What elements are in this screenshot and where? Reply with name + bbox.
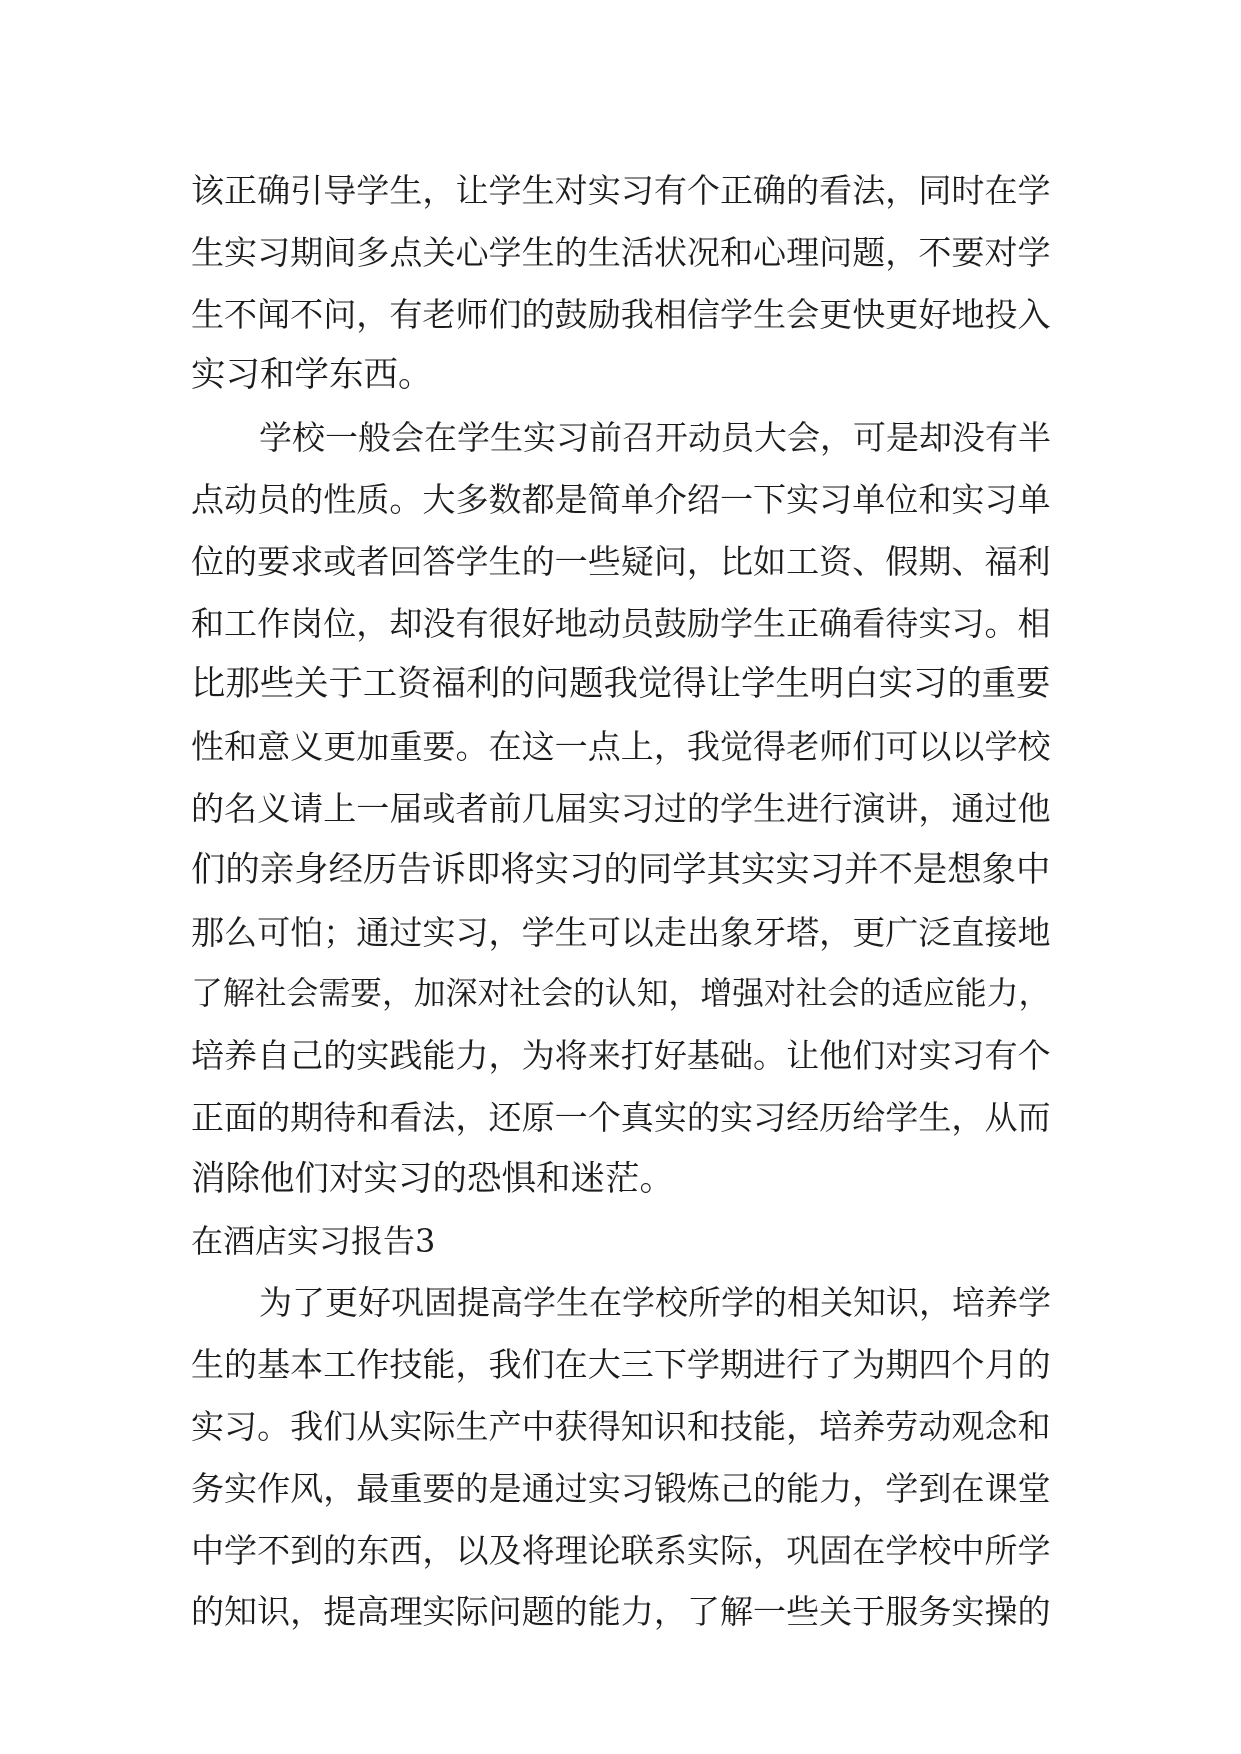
text-line: 位的要求或者回答学生的一些疑问，比如工资、假期、福利 [191, 541, 1051, 581]
text-line: 的知识，提高理实际问题的能力，了解一些关于服务实操的 [191, 1592, 1051, 1632]
section-heading: 在酒店实习报告3 [191, 1221, 436, 1260]
text-line: 那么可怕；通过实习，学生可以走出象牙塔，更广泛直接地 [191, 912, 1051, 952]
text-line: 比那些关于工资福利的问题我觉得让学生明白实习的重要 [191, 664, 1051, 705]
text-line: 们的亲身经历告诉即将实习的同学其实实习并不是想象中 [191, 849, 1051, 890]
text-line: 了解社会需要，加深对社会的认知，增强对社会的适应能力， [191, 974, 1051, 1013]
paragraph-first-line: 为了更好巩固提高学生在学校所学的相关知识，培养学 [259, 1283, 1051, 1323]
text-line: 的名义请上一届或者前几届实习过的学生进行演讲，通过他 [191, 788, 1051, 828]
text-line: 该正确引导学生，让学生对实习有个正确的看法，同时在学 [191, 171, 1051, 210]
text-line: 性和意义更加重要。在这一点上，我觉得老师们可以以学校 [191, 727, 1051, 767]
text-line: 点动员的性质。大多数都是简单介绍一下实习单位和实习单 [191, 479, 1051, 519]
document-body [191, 160, 1051, 1643]
text-line: 和工作岗位，却没有很好地动员鼓励学生正确看待实习。相 [191, 603, 1051, 643]
text-line: 消除他们对实习的恐惧和迷茫。 [191, 1158, 674, 1199]
text-line: 实习。我们从实际生产中获得知识和技能，培养劳动观念和 [191, 1406, 1051, 1446]
text-line: 中学不到的东西，以及将理论联系实际，巩固在学校中所学 [191, 1530, 1051, 1570]
text-line: 生的基本工作技能，我们在大三下学期进行了为期四个月的 [191, 1345, 1051, 1385]
text-line: 生实习期间多点关心学生的生活状况和心理问题，不要对学 [191, 232, 1051, 272]
text-line: 生不闻不问，有老师们的鼓励我相信学生会更快更好地投入 [191, 294, 1051, 334]
text-line: 正面的期待和看法，还原一个真实的实习经历给学生，从而 [191, 1097, 1051, 1137]
text-line: 实习和学东西。 [191, 355, 433, 396]
text-line: 培养自己的实践能力，为将来打好基础。让他们对实习有个 [191, 1036, 1051, 1076]
text-line: 务实作风，最重要的是通过实习锻炼己的能力，学到在课堂 [191, 1468, 1051, 1508]
paragraph-first-line: 学校一般会在学生实习前召开动员大会，可是却没有半 [259, 418, 1051, 458]
